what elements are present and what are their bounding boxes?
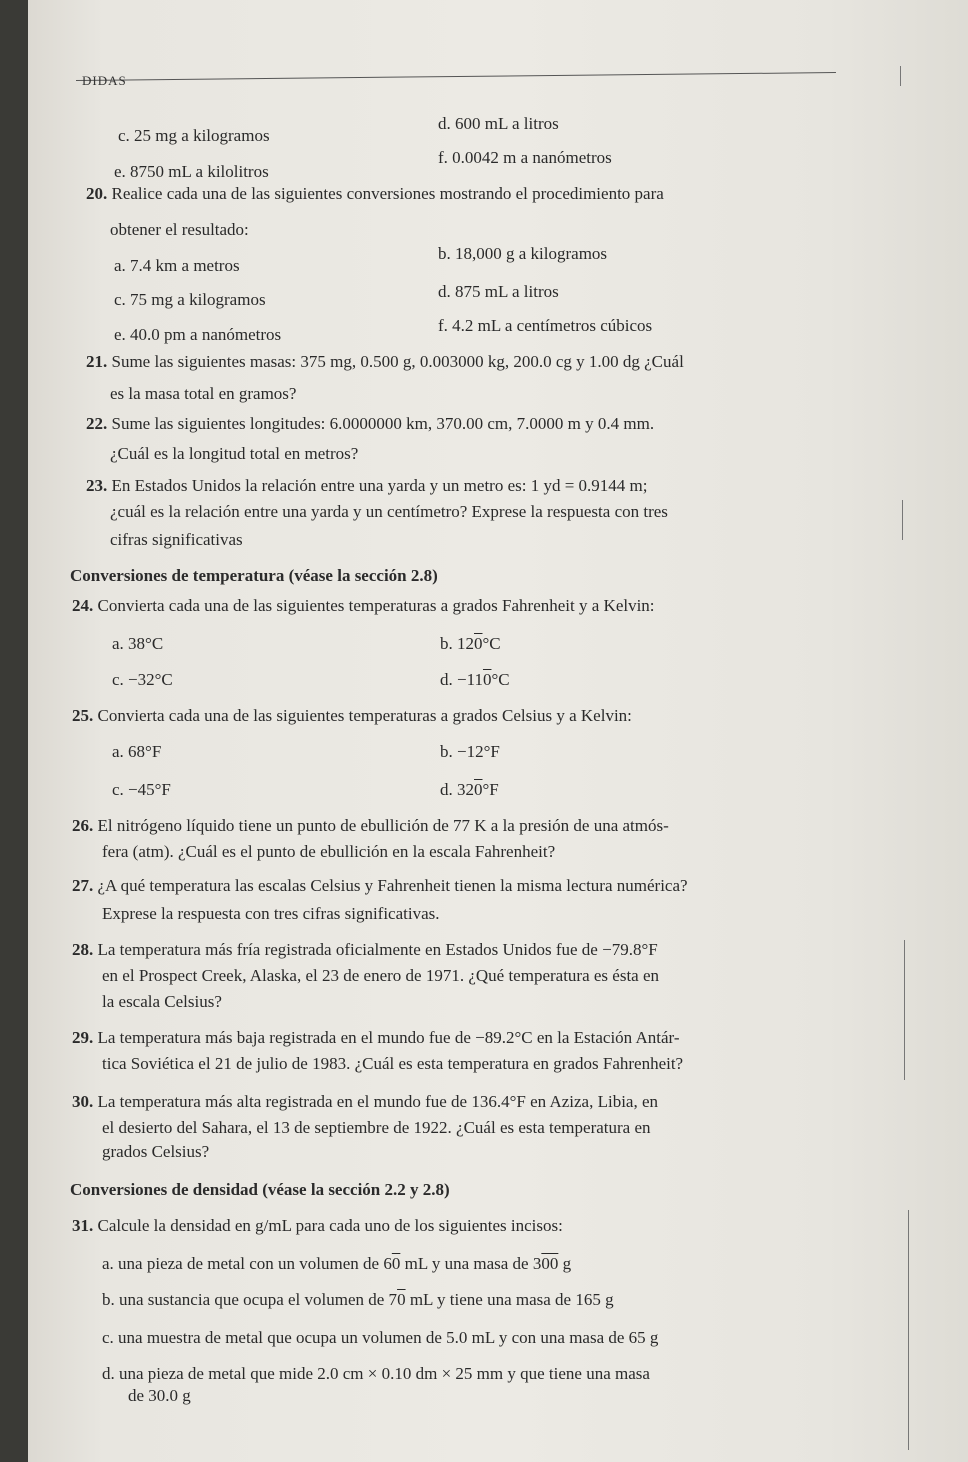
question-23-line3: cifras significativas: [110, 530, 243, 549]
question-number: 24.: [72, 596, 94, 615]
question-20-line2: obtener el resultado:: [110, 220, 249, 239]
question-21-line2: es la masa total en gramos?: [110, 384, 297, 403]
question-text: La temperatura más alta registrada en el mundo fue de 136.4°F en Aziza, Libia, en: [97, 1092, 659, 1111]
q31-item-c: c. una muestra de metal que ocupa un volumen de 5.0 mL y con una masa de 65 g: [102, 1328, 659, 1347]
question-30-line3: grados Celsius?: [102, 1142, 210, 1161]
q24-item-c: c. −32°C: [112, 670, 173, 689]
q24-item-d: d. −110°C: [440, 670, 510, 689]
textbook-page: [28, 0, 968, 1462]
q24-item-a: a. 38°C: [112, 634, 164, 653]
question-22-line2: ¿Cuál es la longitud total en metros?: [110, 444, 359, 463]
question-25: [72, 706, 632, 726]
q20-item-b: b. 18,000 g a kilogramos: [438, 244, 608, 263]
q24-item-b: b. 120°C: [440, 634, 501, 653]
question-number: 27.: [72, 876, 94, 895]
q25-item-d: d. 320°F: [440, 780, 499, 799]
q20-item-e: e. 40.0 pm a nanómetros: [114, 325, 282, 344]
question-number: 21.: [86, 352, 108, 371]
section-title-density: Conversiones de densidad (véase la sección 2.2 y 2.8): [70, 1180, 450, 1199]
question-text: En Estados Unidos la relación entre una yarda y un metro es: 1 yd = 0.9144 m;: [111, 476, 648, 495]
question-22: [86, 414, 654, 434]
question-text: Sume las siguientes masas: 375 mg, 0.500 g, 0.003000 kg, 200.0 cg y 1.00 dg ¿Cuál: [111, 352, 684, 371]
question-number: 23.: [86, 476, 108, 495]
question-number: 20.: [86, 184, 108, 203]
q31-item-a: a. una pieza de metal con un volumen de 60 mL y una masa de 300 g: [102, 1254, 572, 1273]
question-20: [86, 184, 664, 204]
question-30: [72, 1092, 658, 1112]
question-text: Convierta cada una de las siguientes temperaturas a grados Fahrenheit y a Kelvin:: [97, 596, 655, 615]
q31-item-d-line2: de 30.0 g: [128, 1386, 191, 1405]
question-27: [72, 876, 688, 896]
question-23-line2: ¿cuál es la relación entre una yarda y un centímetro? Exprese la respuesta con tres: [110, 502, 668, 521]
question-text: ¿A qué temperatura las escalas Celsius y Fahrenheit tienen la misma lectura numérica?: [97, 876, 688, 895]
question-28-line3: la escala Celsius?: [102, 992, 222, 1011]
exercise-list: [28, 0, 968, 1462]
question-text: Convierta cada una de las siguientes temperaturas a grados Celsius y a Kelvin:: [97, 706, 632, 725]
q19-item-d: d. 600 mL a litros: [438, 114, 559, 133]
q19-item-f: f. 0.0042 m a nanómetros: [438, 148, 612, 167]
q20-item-a: a. 7.4 km a metros: [114, 256, 240, 275]
q20-item-d: d. 875 mL a litros: [438, 282, 559, 301]
q25-item-b: b. −12°F: [440, 742, 500, 761]
question-text: El nitrógeno líquido tiene un punto de ebullición de 77 K a la presión de una atmós-: [97, 816, 669, 835]
question-29-line2: tica Soviética el 21 de julio de 1983. ¿Cuál es esta temperatura en grados Fahrenheit?: [102, 1054, 684, 1073]
question-number: 22.: [86, 414, 108, 433]
q25-item-c: c. −45°F: [112, 780, 171, 799]
question-number: 29.: [72, 1028, 94, 1047]
q19-item-c: c. 25 mg a kilogramos: [118, 126, 270, 145]
question-text: Calcule la densidad en g/mL para cada uno de los siguientes incisos:: [97, 1216, 563, 1235]
question-number: 31.: [72, 1216, 94, 1235]
question-text: La temperatura más fría registrada oficialmente en Estados Unidos fue de −79.8°F: [97, 940, 658, 959]
question-30-line2: el desierto del Sahara, el 13 de septiembre de 1922. ¿Cuál es esta temperatura en: [102, 1118, 651, 1137]
question-26: [72, 816, 669, 836]
question-number: 28.: [72, 940, 94, 959]
question-27-line2: Exprese la respuesta con tres cifras significativas.: [102, 904, 440, 923]
page-header-label: DIDAS: [82, 73, 127, 88]
question-24: [72, 596, 655, 616]
question-text: Realice cada una de las siguientes conversiones mostrando el procedimiento para: [111, 184, 664, 203]
question-number: 30.: [72, 1092, 94, 1111]
question-number: 26.: [72, 816, 94, 835]
question-text: La temperatura más baja registrada en el mundo fue de −89.2°C en la Estación Antár-: [97, 1028, 680, 1047]
question-31: [72, 1216, 563, 1236]
question-text: Sume las siguientes longitudes: 6.0000000 km, 370.00 cm, 7.0000 m y 0.4 mm.: [111, 414, 655, 433]
question-26-line2: fera (atm). ¿Cuál es el punto de ebullición en la escala Fahrenheit?: [102, 842, 556, 861]
question-28: [72, 940, 658, 960]
q20-item-f: f. 4.2 mL a centímetros cúbicos: [438, 316, 653, 335]
question-21: [86, 352, 684, 372]
question-28-line2: en el Prospect Creek, Alaska, el 23 de enero de 1971. ¿Qué temperatura es ésta en: [102, 966, 660, 985]
question-23: [86, 476, 648, 496]
q31-item-d: d. una pieza de metal que mide 2.0 cm × 0.10 dm × 25 mm y que tiene una masa: [102, 1364, 650, 1383]
question-number: 25.: [72, 706, 94, 725]
q25-item-a: a. 68°F: [112, 742, 162, 761]
q31-item-b: b. una sustancia que ocupa el volumen de 70 mL y tiene una masa de 165 g: [102, 1290, 614, 1309]
section-title-temperature: Conversiones de temperatura (véase la sección 2.8): [70, 566, 438, 585]
q20-item-c: c. 75 mg a kilogramos: [114, 290, 266, 309]
q19-item-e: e. 8750 mL a kilolitros: [114, 162, 269, 181]
question-29: [72, 1028, 680, 1048]
